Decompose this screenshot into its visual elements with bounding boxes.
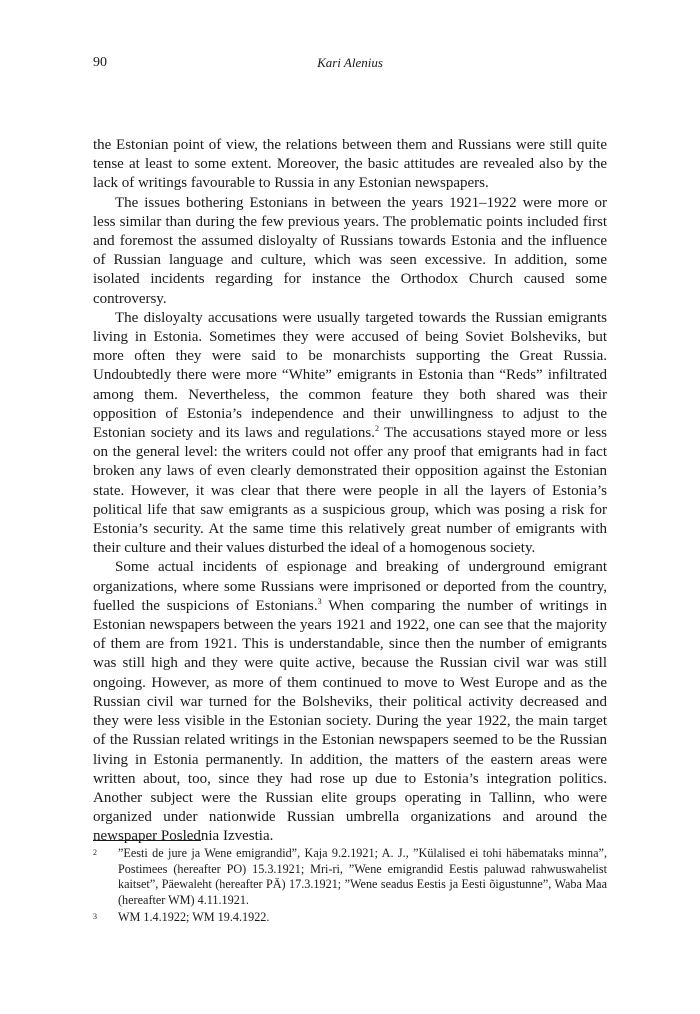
footnote-ref-3[interactable]: 3	[317, 596, 322, 606]
footnote-3	[93, 910, 607, 926]
paragraph-4-part-1: Some actual incidents of espionage and breaking of underground emigrant organizations, where some Russians were imprisoned or deported from the country, fuelled the suspicions of Estonians.	[93, 559, 607, 614]
page-number: 90	[93, 55, 107, 70]
paragraph-4-part-2: When comparing the number of writings in Estonian newspapers between the years 1921 and 1922, one can see that the majority of them are from 1921. This is understandable, since then the number of emigrants was still high and they were quite active, because the Russian civil war was still ongoing. However, as more of them continued to move to West Europe and as the Russian civil war turned for the Bolsheviks, their political activity decreased and they were less visible in the Estonian society. During the year 1922, the main target of the Russian related writings in the Estonian newspapers seemed to be the Russian living in Estonia permanently. In addition, the matters of the eastern areas were written about, too, since they had rose up due to Estonia’s integration politics. Another subject were the Russian elite groups operating in Tallinn, who were organized under nationwide Russian umbrella organizations and around the newspaper Poslednia Izvestia.	[93, 597, 607, 845]
running-head-author: Kari Alenius	[317, 55, 383, 70]
footnote-text: ”Eesti de jure ja Wene emigrandid”, Kaja 9.2.1921; A. J., ”Külalised ei tohi häbemataks minna”, Postimees (hereafter PO) 15.3.1921; Mri-ri, ”Wene emigrandid Eestis paluwad rahwuswahelist kaitset”, Päewaleht (hereafter PÄ) 17.3.1921; ”Wene seadus Eestis ja Eesti õigustunne”, Waba Maa (hereafter WM) 4.11.1921.	[118, 846, 607, 907]
footnotes	[93, 846, 607, 928]
paragraph-3-part-2: The accusations stayed more or less on the general level: the writers could not offer any proof that emigrants had in fact broken any laws of even clearly demonstrated their opposition against the Estonian state. However, it was clear that there were people in all the layers of Estonia’s political life that saw emigrants as a suspicious group, which was posing a risk for Estonia’s security. At the same time this relatively great number of emigrants with their culture and their values disturbed the ideal of a homogenous society.	[93, 425, 607, 557]
footnote-ref-2[interactable]: 2	[375, 424, 380, 434]
footnote-divider	[93, 840, 201, 841]
footnote-text: WM 1.4.1922; WM 19.4.1922.	[118, 910, 270, 925]
paragraph-2: The issues bothering Estonians in between the years 1921–1922 were more or less similar than during the few previous years. The problematic points included first and foremost the assumed disloyalty of Russians towards Estonia and the influence of Russian language and culture, which was seen excessive. In addition, some isolated incidents regarding for instance the Orthodox Church caused some controversy.	[93, 194, 607, 307]
paragraph-4	[93, 558, 607, 846]
paragraph-3	[93, 309, 607, 559]
footnote-2	[93, 846, 607, 908]
page-header	[93, 55, 607, 75]
paragraph-3-part-1: The disloyalty accusations were usually targeted towards the Russian emigrants living in Estonia. Sometimes they were accused of being Soviet Bolsheviks, but more often they were said to be monarchists supporting the Great Russia. Undoubtedly there were more “White” emigrants in Estonia than “Reds” infiltrated among them. Nevertheless, the common feature they both shared was their opposition of Estonia’s independence and their unwillingness to adjust to the Estonian society and its laws and regulations.	[93, 309, 607, 442]
footnote-number: 3	[93, 912, 97, 922]
body-text	[93, 136, 607, 847]
footnote-number: 2	[93, 848, 97, 857]
paragraph-1: the Estonian point of view, the relations between them and Russians were still quite tense at least to some extent. Moreover, the basic attitudes are revealed also by the lack of writings favourable to Russia in any Estonian newspapers.	[93, 137, 607, 192]
